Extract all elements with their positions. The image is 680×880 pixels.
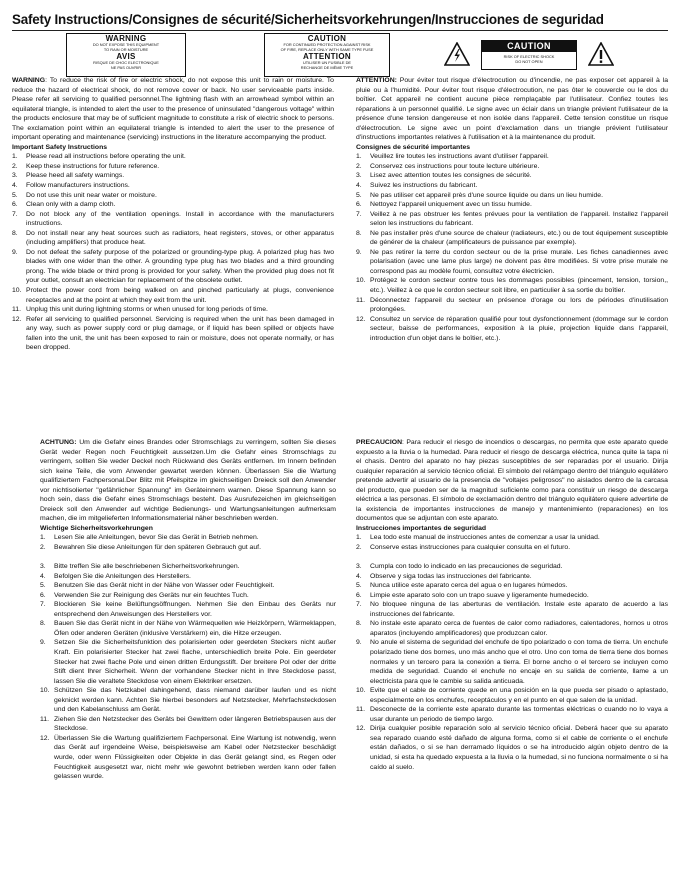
list-item-text: Keep these instructions for future reference. [26, 162, 160, 170]
list-item-text: Lesen Sie alle Anleitungen, bevor Sie das Gerät in Betrieb nehmen. [54, 534, 259, 542]
list-item [356, 162, 668, 172]
list-item-text: Observe y siga todas las instrucciones del fabricante. [370, 572, 532, 580]
english-section [12, 76, 334, 353]
list-item-number: 7. [356, 601, 362, 609]
list-item-number: 6. [356, 201, 362, 209]
warning-heading: WARNING [105, 34, 147, 43]
list-item-number: 3. [12, 172, 18, 180]
list-item [12, 181, 334, 191]
list-item-text: Lea todo este manual de instrucciones antes de comenzar a usar la unidad. [370, 534, 600, 542]
list-item-number: 11. [356, 706, 366, 714]
list-item-number: 11. [356, 296, 366, 304]
fuse-caution-line2: OF FIRE, REPLACE ONLY WITH SAME TYPE FUSE [280, 46, 374, 52]
list-item [356, 210, 668, 229]
list-item-text: Suivez les instructions du fabricant. [370, 182, 478, 190]
shock-warning-symbols [444, 33, 616, 75]
list-item [40, 638, 336, 686]
list-item-number: 8. [40, 620, 46, 628]
list-item [356, 581, 668, 591]
list-item-text: Unplug this unit during lightning storms or when unused for long periods of time. [26, 306, 268, 314]
german-intro-text: Um die Gefahr eines Brandes oder Stromschlags zu verringern, sollten Sie dieses Gerät weder Regen noch Feuchtigkeit aussetzen.Um die Gefahr eines Stromschlags zu verringern, sollten Sie weder Deckel noch Rückwand des Geräts entfernen. Im Innern befinden sich keine Teile, die vom Anwender gewartet werden können. Überlassen Sie die Wartung qualifiziertem Fachpersonal.Der Blitz mit Pfeilspitze im gleichseitigen Dreieck soll den Anwender vor nichtisolierter "gefährlicher Spannung" im Geräteinnern warnen. Diese Spannung kann so hoch sein, dass die Gefahr eines Stromschlags besteht. Das Ausrufezeichen im gleichseitigen Dreieck soll den Anwender auf wichtige Bedienungs- und Wartungsanleitungen aufmerksam machen, die im mitgelieferten Informationsmaterial näher beschrieben werden. [40, 439, 336, 523]
list-item [356, 171, 668, 181]
list-item [356, 543, 668, 553]
list-item-text: Conserve estas instrucciones para cualquier consulta en el futuro. [370, 544, 571, 552]
fuse-caution-label [264, 33, 390, 77]
list-item-text: Follow manufacturers instructions. [26, 182, 130, 190]
list-item-text: Veuillez lire toutes les instructions avant d'utiliser l'appareil. [370, 153, 549, 161]
list-item [40, 591, 336, 601]
list-item-number: 8. [356, 229, 362, 237]
list-item-number: 7. [12, 210, 18, 218]
list-spacer [356, 553, 668, 563]
list-item [12, 315, 334, 353]
list-item-number: 4. [356, 572, 362, 580]
french-intro-text: Pour éviter tout risque d'électrocution ou d'incendie, ne pas exposer cet appareil à la pluie ou à l'humidité. Pour éviter tout risque d'électrocution, ne pas ôter le couvercle ou le dos du boîtier. Cet appareil ne contient aucune pièce remplaçable par l'utilisateur. Confiez toutes les réparations à un personnel qualifié. Le signe avec un éclair dans un triangle prévient l'utilisateur de la présence d'une tension dangereuse et non isolée dans l'appareil. Cette tension constitue un risque d'électrocution. Le signe avec un point d'exclamation dans un triangle prévient l'utilisateur d'instructions importantes relatives à l'utilisation et à la maintenance du produit. [356, 77, 668, 142]
list-item-number: 5. [356, 191, 362, 199]
shock-caution-heading: CAUTION [482, 41, 576, 52]
list-item-number: 4. [356, 182, 362, 190]
list-item-number: 1. [40, 534, 46, 542]
list-item-text: No bloquee ninguna de las aberturas de ventilación. Instale este aparato de acuerdo a las instrucciones del fabricante. [370, 601, 668, 618]
list-item [12, 248, 334, 286]
list-item-number: 10. [12, 287, 22, 295]
list-item-number: 2. [12, 162, 18, 170]
list-item [12, 191, 334, 201]
list-item-number: 10. [356, 687, 366, 695]
list-item-text: Veillez à ne pas obstruer les fentes prévues pour la ventilation de l'appareil. Installez l'appareil selon les instructions du fabricant. [370, 210, 668, 228]
list-item-text: Do not block any of the ventilation openings. Install in accordance with the manufacturers instructions. [26, 210, 334, 228]
list-item-number: 2. [356, 162, 362, 170]
list-item-number: 3. [356, 563, 362, 571]
list-item-number: 8. [356, 620, 362, 628]
list-item [12, 200, 334, 210]
list-item-number: 9. [12, 248, 18, 256]
list-item [356, 296, 668, 315]
list-item [356, 686, 668, 705]
spanish-intro-text: : Para reducir el riesgo de incendios o descargas, no permita que este aparato quede expuesto a la lluvia o la humedad. Para reducir el riesgo de descarga eléctrica, nunca quite la tapa ni el chasis. Dentro del aparato no hay piezas susceptibles de ser reparadas por el usuario. Dirija cualquier reparación al servicio técnico oficial. El símbolo del relámpago dentro del triángulo equilátero pretende advertir al usuario de la presencia de "voltajes peligrosos" no aislados dentro de la carcasa del producto, que pueden ser de la magnitud suficiente como para constituir un riesgo de descarga eléctrica a las personas. El símbolo de exclamación dentro del triángulo equilátero quiere advertirle de la existencia de importantes instrucciones de manejo y mantenimiento (reparaciones) en los documentos que se adjuntan con este aparato. [356, 439, 668, 523]
list-item-text: No instale este aparato cerca de fuentes de calor como radiadores, calentadores, hornos u otros aparatos (incluyendo amplificadores) que produzcan calor. [370, 620, 668, 637]
list-item-text: Verwenden Sie zur Reinigung des Geräts nur ein feuchtes Tuch. [54, 591, 249, 599]
list-item [356, 152, 668, 162]
list-item-text: Limpie este aparato solo con un trapo suave y ligeramente humedecido. [370, 591, 589, 599]
list-item [356, 229, 668, 248]
shock-caution-line2: DO NOT OPEN [515, 58, 543, 64]
list-item-number: 6. [356, 591, 362, 599]
spanish-list [356, 533, 668, 772]
list-item [40, 572, 336, 582]
warning-label [66, 33, 186, 77]
list-item [356, 591, 668, 601]
list-item [356, 200, 668, 210]
list-item-text: Benutzen Sie das Gerät nicht in der Nähe von Wasser oder Feuchtigkeit. [54, 582, 275, 590]
list-item-text: Evite que el cable de corriente quede en una posición en la que pueda ser pisado o aplastado, especialmente en los enchufes, receptáculos y en el punto en el que salen de la unidad. [370, 687, 668, 704]
list-item-number: 8. [12, 229, 18, 237]
list-item-text: Déconnectez l'appareil du secteur en présence d'orage ou lors de périodes d'inutilisation prolongées. [370, 296, 668, 314]
warning-line3: RISQUE DE CHOC ELECTRONIQUE [93, 60, 159, 66]
list-item-text: Consultez un service de réparation qualifié pour tout dysfonctionnement (dommage sur le cordon secteur, baisse de performances, exposition à la pluie, projection liquide dans l'appareil, introduction d'un objet dans le boîtier, etc.). [370, 315, 668, 342]
list-item-number: 12. [356, 725, 366, 733]
list-item [40, 686, 336, 715]
attention-heading: ATTENTION [303, 52, 351, 62]
list-item-number: 6. [40, 591, 46, 599]
list-item-number: 5. [12, 191, 18, 199]
list-item-number: 4. [40, 572, 46, 580]
german-section [40, 438, 336, 782]
lightning-triangle-icon [444, 42, 470, 66]
list-item-number: 10. [40, 687, 50, 695]
list-item-text: Cumpla con todo lo indicado en las precauciones de seguridad. [370, 563, 563, 571]
warning-line4: NE PAS OUVRIR [110, 64, 142, 70]
list-item [356, 248, 668, 277]
list-item [40, 581, 336, 591]
list-item-number: 11. [40, 715, 50, 723]
list-item-number: 3. [40, 563, 46, 571]
list-item-text: Dirija cualquier posible reparación solo al servicio técnico oficial. Deberá hacer que su aparato sea reparado cuando esté dañado de alguna forma, como si el cable de corriente o el enchufe están dañados, o si se han derramado líquidos o se ha introducido algún objeto dentro de la unidad, si esta ha quedado expuesta a la lluvia o la humedad, si no funciona normalmente o si ha caído al suelo. [370, 725, 668, 771]
list-item-number: 9. [356, 639, 362, 647]
list-item-text: Überlassen Sie die Wartung qualifiziertem Fachpersonal. Eine Wartung ist notwendig, wenn das Gerät auf irgendeine Weise, beispielsweise am Kabel oder Netzstecker beschädigt wurde, oder wenn Flüssigkeiten oder Objekte in das Gerät gelangt sind, es Regen oder Feuchtigkeit ausgesetzt war, nicht mehr wie gewohnt betrieben werden kann oder fallen gelassen wurde. [54, 734, 336, 781]
list-item [356, 276, 668, 295]
spanish-intro [356, 438, 668, 524]
list-item [12, 162, 334, 172]
list-item-text: Ziehen Sie den Netzstecker des Geräts bei Gewittern oder längeren Betriebspausen aus der Steckdose. [54, 715, 336, 733]
spanish-intro-lead: PRECAUCION [356, 439, 403, 446]
list-item-text: Please read all instructions before operating the unit. [26, 153, 186, 161]
list-item [356, 638, 668, 686]
list-item-text: Desconecte de la corriente este aparato durante las tormentas eléctricas o cuando no lo vaya a usar durante un periodo de tiempo largo. [370, 706, 668, 723]
warning-line2: TO RAIN OR MOISTURE [103, 46, 149, 52]
list-item [12, 229, 334, 248]
list-item-text: Do not install near any heat sources such as radiators, heat registers, stoves, or other apparatus (including amplifiers) that produce heat. [26, 229, 334, 247]
fuse-caution-line4: RECHANGE DE MÊME TYPE [300, 64, 354, 70]
list-item [356, 705, 668, 724]
list-item [356, 562, 668, 572]
list-item-number: 5. [356, 582, 362, 590]
french-list [356, 152, 668, 343]
shock-caution-label [481, 40, 577, 70]
list-item [12, 152, 334, 162]
list-item-number: 1. [356, 153, 362, 161]
list-item [356, 724, 668, 772]
list-item-number: 12. [12, 315, 22, 323]
list-item [356, 191, 668, 201]
french-heading: Consignes de sécurité importantes [356, 143, 471, 151]
english-intro-lead: WARNING [12, 77, 46, 84]
list-item [356, 315, 668, 344]
list-item-text: Ne pas utiliser cet appareil près d'une source liquide ou dans un lieu humide. [370, 191, 603, 199]
list-item-number: 12. [356, 315, 366, 323]
list-item-number: 1. [356, 534, 362, 542]
list-item-number: 2. [40, 544, 46, 552]
list-item-text: Do not defeat the safety purpose of the polarized or grounding-type plug. A polarized plug has two blades with one wider than the other. A grounding type plug has two blades and a third grounding prong. The wide blade or third prong is provided for your safety. When the provided plug does not fit your outlet, consult an electrician for replacement of the obsolete outlet. [26, 248, 334, 285]
list-item-text: Refer all servicing to qualified personnel. Servicing is required when the unit has been damaged in any way, such as power supply cord or plug damage, or if liquid has been spilled or objects have fallen into the unit, the unit has been exposed to rain or moisture, does not operate normally, or has been dropped. [26, 315, 334, 352]
list-item-number: 7. [40, 601, 46, 609]
list-item-text: Nunca utilice este aparato cerca del agua o en lugares húmedos. [370, 582, 568, 590]
fuse-caution-line3: UTILISER UN FUSIBLE DE [303, 60, 351, 66]
list-item-number: 3. [356, 172, 362, 180]
english-list [12, 152, 334, 352]
list-item-text: Protégez le cordon secteur contre tous les dommages possibles (pincement, tension, torsion,, etc.). Veillez à ce que le cordon secteur soit libre, en particulier à sa sortie du boîtier. [370, 277, 668, 295]
list-item-number: 5. [40, 582, 46, 590]
german-intro-lead: ACHTUNG: [40, 439, 77, 446]
english-intro [12, 76, 334, 143]
list-item [40, 600, 336, 619]
german-heading: Wichtige Sicherheitsvorkehrungen [40, 524, 153, 532]
list-item-text: Setzen Sie die Sicherheitsfunktion des polarisierten oder geerdeten Steckers nicht außer Kraft. Ein polarisierter Stecker hat zwei flache, unterschiedlich breite Pole. Ein geerdeter Stecker hat zwei flache Pole und einen dritten Erdungsstift. Der breitere Pol oder der dritte Stift dient Ihrer Sicherheit. Wenn der vorhandene Stecker nicht in Ihre Steckdose passt, lassen Sie die veraltete Steckdose von einem Elektriker ersetzen. [54, 639, 336, 685]
list-item-text: Do not use this unit near water or moisture. [26, 191, 157, 199]
list-item [40, 543, 336, 553]
list-item-number: 2. [356, 544, 362, 552]
list-spacer [40, 553, 336, 563]
list-item-text: No anule el sistema de seguridad del enchufe de tipo polarizado o con toma de tierra. Un enchufe polarizado tiene dos bornes, uno más ancho que el otro. Uno con toma de tierra tiene dos bornes normales y un tercero para la conexión a tierra. El borne ancho o el tercero se incluyen como medida de seguridad. Cuando el enchufe no encaje en su salida de corriente, llame a un electricista para que le cambie su salida anticuada. [370, 639, 668, 685]
english-heading: Important Safety Instructions [12, 143, 108, 151]
fuse-caution-heading: CAUTION [307, 34, 347, 43]
title-rule [12, 30, 668, 31]
list-item [40, 619, 336, 638]
list-item [12, 286, 334, 305]
list-item [356, 572, 668, 582]
list-item-number: 4. [12, 182, 18, 190]
list-item [40, 533, 336, 543]
list-item-text: Bewahren Sie diese Anleitungen für den späteren Gebrauch gut auf. [54, 544, 261, 552]
list-item-text: Please heed all safety warnings. [26, 172, 125, 180]
list-item-number: 11. [12, 306, 22, 314]
list-item [40, 562, 336, 572]
shock-caution-line1: RISK OF ELECTRIC SHOCK [503, 54, 555, 59]
list-item-text: Befolgen Sie die Anleitungen des Herstellers. [54, 572, 191, 580]
list-item [356, 533, 668, 543]
list-item-number: 1. [12, 153, 18, 161]
list-item [12, 210, 334, 229]
list-item-number: 6. [12, 201, 18, 209]
list-item-text: Nettoyez l'appareil uniquement avec un tissu humide. [370, 201, 532, 209]
english-intro-text: : To reduce the risk of fire or electric shock, do not expose this unit to rain or moisture. To reduce the hazard of electrical shock, do not remove cover or back. No user serviceable parts inside. Please refer all servicing to qualified personnel.The lightning flash with an arrowhead symbol within an equilateral triangle, is intended to alert the user to the presence of uninsulated "dangerous voltage" within the products enclosure that may be of sufficient magnitude to constitute a risk of electric shock to persons. The exclamation point within an equilateral triangle is intended to alert the user to the presence of important operating and maintenance (servicing) instructions in the literature accompanying the product. [12, 77, 334, 142]
french-intro [356, 76, 668, 143]
spanish-section [356, 438, 668, 772]
list-item [40, 734, 336, 782]
list-item [12, 305, 334, 315]
list-item-number: 12. [40, 734, 50, 742]
list-item [356, 619, 668, 638]
french-intro-lead: ATTENTION: [356, 77, 397, 84]
page-title: Safety Instructions/Consignes de sécurité/Sicherheitsvorkehrungen/Instrucciones de seguridad [12, 12, 604, 27]
exclamation-triangle-icon [588, 42, 614, 66]
list-item-number: 9. [40, 639, 46, 647]
list-item [356, 600, 668, 619]
list-item-text: Clean only with a damp cloth. [26, 201, 116, 209]
warning-line1: DO NOT EXPOSE THIS EQUIPMENT [92, 42, 160, 47]
spanish-heading: Instrucciones importantes de seguridad [356, 524, 487, 532]
list-item-number: 9. [356, 248, 362, 256]
list-item [356, 181, 668, 191]
list-item-text: Blockieren Sie keine Belüftungsöffnungen. Nehmen Sie den Einbau des Geräts nur entsprechend den Anweisungen des Herstellers vor. [54, 601, 336, 618]
german-intro [40, 438, 336, 524]
list-item-text: Bauen Sie das Gerät nicht in der Nähe von Wärmequellen wie Heizkörpern, Wärmeklappen, Öfen oder anderen Geräten (inklusive Verstärkern) ein, die Hitze erzeugen. [54, 620, 336, 637]
list-item-text: Bitte treffen Sie alle beschriebenen Sicherheitsvorkehrungen. [54, 563, 240, 571]
avis-heading: AVIS [116, 52, 136, 62]
list-item [12, 171, 334, 181]
list-item-text: Protect the power cord from being walked on and pinched particularly at plugs, convenience receptacles and at the point at which they exit from the unit. [26, 287, 334, 304]
german-list [40, 533, 336, 781]
list-item-text: Conservez ces instructions pour toute lecture ultérieure. [370, 162, 540, 170]
list-item-text: Ne pas retirer la terre du cordon secteur ou de la prise murale. Les fiches canadiennes avec polarisation (avec une lame plus large) ne doivent pas être modifiées. Si votre prise murale ne correspond pas au modèle fourni, consultez votre électricien. [370, 248, 668, 275]
list-item [40, 715, 336, 734]
list-item-text: Lisez avec attention toutes les consignes de sécurité. [370, 172, 532, 180]
fuse-caution-line1: FOR CONTINUED PROTECTION AGAINST RISK [283, 42, 371, 47]
list-item-number: 10. [356, 277, 366, 285]
french-section [356, 76, 668, 343]
list-item-text: Schützen Sie das Netzkabel dahingehend, dass niemand darüber laufen und es nicht geknickt werden kann. Achten Sie hierbei besonders auf Netzstecker, Mehrfachsteckdosen und den Kabelanschluss am Gerät. [54, 687, 336, 714]
list-item-text: Ne pas installer près d'une source de chaleur (radiateurs, etc.) ou de tout équipement susceptible de générer de la chaleur (amplificateurs de puissance par exemple). [370, 229, 668, 247]
list-item-number: 7. [356, 210, 362, 218]
